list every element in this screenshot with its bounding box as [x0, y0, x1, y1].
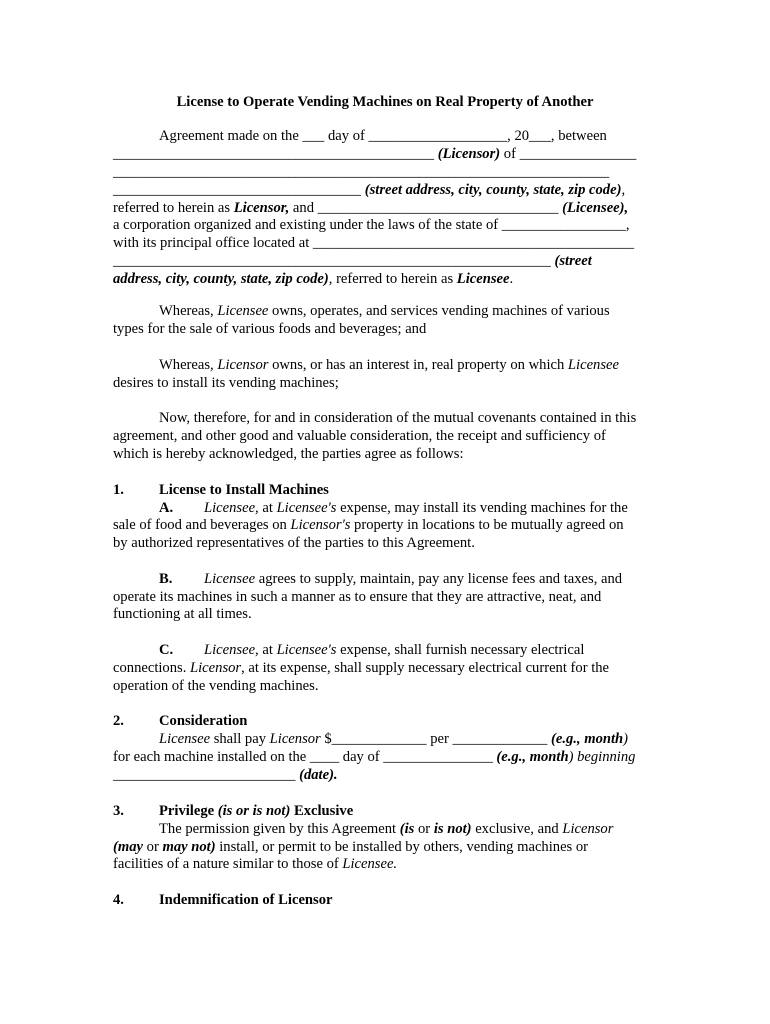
intro-line-8: ____________________________________________________________ (street [113, 253, 592, 269]
now-therefore-line-1: Now, therefore, for and in consideration of the mutual covenants contained in this [159, 410, 637, 426]
intro-line-1: Agreement made on the ___ day of ___________________, 20___, between [159, 128, 607, 144]
now-therefore-line-2: agreement, and other good and valuable consideration, the receipt and sufficiency of [113, 428, 606, 444]
intro-line-4: __________________________________ (street address, city, county, state, zip code), [113, 182, 626, 198]
section-3-number: 3. [113, 803, 124, 819]
section-1b-line-2: operate its machines in such a manner as to ensure that they are attractive, neat, and [113, 589, 602, 605]
section-2-line-3: _________________________ (date). [113, 767, 338, 783]
intro-line-2: ____________________________________________ (Licensor) of ________________ [113, 146, 637, 162]
whereas-1-line-1: Whereas, Licensee owns, operates, and services vending machines of various [159, 303, 610, 319]
intro-line-9: address, city, county, state, zip code), referred to herein as Licensee. [113, 271, 514, 287]
section-1b-line-1: B. Licensee agrees to supply, maintain, pay any license fees and taxes, and [159, 571, 623, 587]
section-2-number: 2. [113, 713, 124, 729]
section-3-heading: Privilege (is or is not) Exclusive [159, 803, 354, 819]
section-1c-line-2: connections. Licensor, at its expense, shall supply necessary electrical current for the [113, 660, 610, 676]
section-2-line-2: for each machine installed on the ____ day of _______________ (e.g., month) beginning [113, 749, 636, 765]
whereas-2-line-1: Whereas, Licensor owns, or has an interest in, real property on which Licensee [159, 357, 619, 373]
intro-line-6: a corporation organized and existing under the laws of the state of _________________, [113, 217, 630, 233]
section-1-number: 1. [113, 482, 124, 498]
section-1-heading: License to Install Machines [159, 482, 329, 498]
section-1a-line-3: by authorized representatives of the parties to this Agreement. [113, 535, 475, 551]
section-2-heading: Consideration [159, 713, 248, 729]
section-3-line-2: (may or may not) install, or permit to be installed by others, vending machines or [113, 839, 589, 855]
document-title: License to Operate Vending Machines on Real Property of Another [176, 94, 594, 110]
section-3-line-1: The permission given by this Agreement (is or is not) exclusive, and Licensor [159, 821, 614, 837]
whereas-2-line-2: desires to install its vending machines; [113, 375, 339, 391]
section-3-line-3: facilities of a nature similar to those of Licensee. [113, 856, 398, 872]
section-1a-line-2: sale of food and beverages on Licensor's property in locations to be mutually agreed on [113, 517, 624, 533]
section-1b-line-3: functioning at all times. [113, 606, 252, 622]
section-4-number: 4. [113, 892, 124, 908]
section-1a-line-1: A. Licensee, at Licensee's expense, may install its vending machines for the [159, 500, 628, 516]
section-1c-line-3: operation of the vending machines. [113, 678, 319, 694]
section-4-heading: Indemnification of Licensor [159, 892, 333, 908]
intro-line-5: referred to herein as Licensor, and _________________________________ (Licensee), [113, 200, 629, 216]
section-1c-line-1: C. Licensee, at Licensee's expense, shall furnish necessary electrical [159, 642, 585, 658]
intro-line-3: ____________________________________________________________________ [113, 164, 610, 180]
now-therefore-line-3: which is hereby acknowledged, the parties agree as follows: [113, 446, 464, 462]
intro-line-7: with its principal office located at ____________________________________________ [113, 235, 634, 251]
section-2-line-1: Licensee shall pay Licensor $_____________ per _____________ (e.g., month) [159, 731, 629, 747]
whereas-1-line-2: types for the sale of various foods and beverages; and [113, 321, 427, 337]
